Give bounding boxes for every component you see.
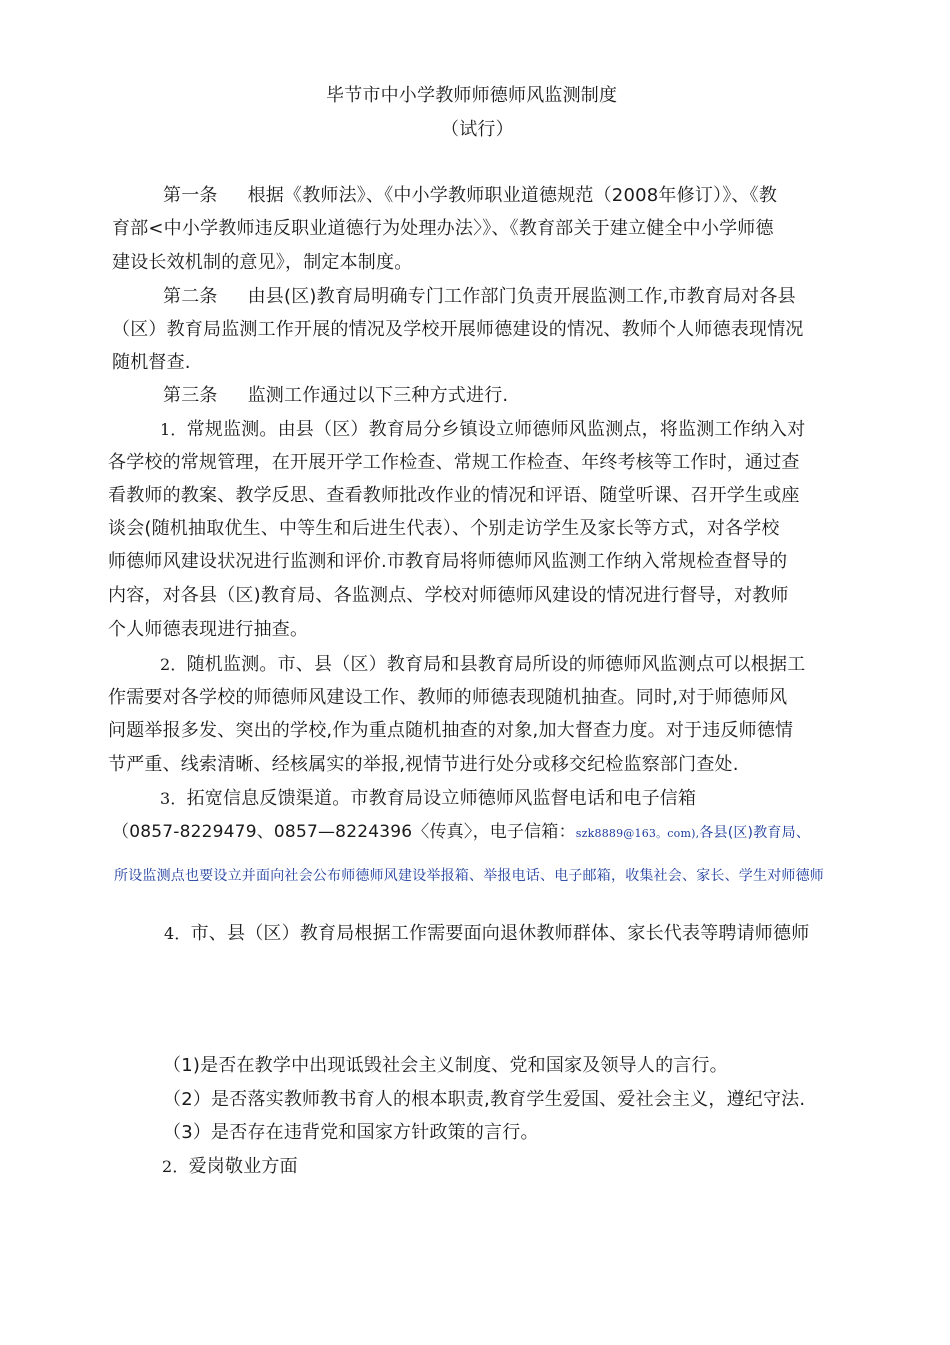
paragraph-1-line-1 xyxy=(160,418,805,442)
section-2-number: 2． xyxy=(162,1157,189,1176)
article-1-heading: 第一条 xyxy=(163,185,218,206)
hotline-text: （0857-8229479、0857—8224396〈传真〉，电子信箱： xyxy=(112,822,576,842)
article-2-heading: 第二条 xyxy=(163,286,218,307)
paragraph-1-text: 常规监测。由县（区）教育局分乡镇设立师德师风监测点，将监测工作纳入对 xyxy=(186,419,806,440)
paragraph-3-number: 3． xyxy=(160,789,187,808)
section-2-text: 爱岗敬业方面 xyxy=(188,1156,298,1177)
article-1-line-2: 育部<中小学教师违反职业道德行为处理办法〉》、《教育部关于建立健全中小学师德 xyxy=(112,218,774,239)
paragraph-4-text: 市、县（区）教育局根据工作需要面向退休教师群体、家长代表等聘请师德师 xyxy=(190,923,810,944)
paragraph-3-line-2 xyxy=(112,820,810,846)
item-3: （3）是否存在违背党和国家方针政策的言行。 xyxy=(163,1122,539,1143)
paragraph-2-number: 2． xyxy=(160,655,187,674)
paragraph-3-line-1 xyxy=(160,787,696,811)
paragraph-4-number: 4． xyxy=(164,924,191,943)
email-address: szk8889@163。com), xyxy=(575,827,700,840)
county-education-bureau: 各县(区)教育局、 xyxy=(699,825,811,841)
article-1-line-3: 建设长效机制的意见》，制定本制度。 xyxy=(112,252,413,273)
item-2: （2）是否落实教师教书育人的根本职责,教育学生爱国、爱社会主义，遵纪守法. xyxy=(163,1089,806,1110)
article-1-text: 根据《教师法》、《中小学教师职业道德规范（2008年修订）》、《教 xyxy=(247,185,778,206)
paragraph-2-line-1 xyxy=(160,653,805,677)
paragraph-3-line-3: 所设监测点也要设立并面向社会公布师德师风建设举报箱、举报电话、电子邮箱，收集社会、家长、学生对师德师 xyxy=(114,868,824,884)
section-2-heading xyxy=(162,1155,298,1179)
paragraph-2-line-3: 问题举报多发、突出的学校,作为重点随机抽查的对象,加大督查力度。对于违反师德情 xyxy=(108,720,794,741)
article-2-line-3: 随机督查. xyxy=(112,352,191,373)
paragraph-4-line-1 xyxy=(164,922,809,946)
paragraph-2-text: 随机监测。市、县（区）教育局和县教育局所设的师德师风监测点可以根据工 xyxy=(186,654,806,675)
paragraph-1-line-2: 各学校的常规管理，在开展开学工作检查、常规工作检查、年终考核等工作时，通过查 xyxy=(108,452,800,473)
article-3-line-1 xyxy=(163,384,508,408)
document-subtitle: （试行） xyxy=(441,119,514,140)
paragraph-1-line-6: 内容，对各县（区)教育局、各监测点、学校对师德师风建设的情况进行督导，对教师 xyxy=(108,585,789,606)
article-1-line-1 xyxy=(163,184,777,208)
article-3-heading: 第三条 xyxy=(163,385,218,406)
paragraph-3-text: 拓宽信息反馈渠道。市教育局设立师德师风监督电话和电子信箱 xyxy=(186,788,697,809)
article-2-line-1 xyxy=(163,285,796,309)
article-2-line-2: （区）教育局监测工作开展的情况及学校开展师德建设的情况、教师个人师德表现情况 xyxy=(112,319,804,340)
paragraph-1-number: 1． xyxy=(160,420,187,439)
paragraph-2-line-4: 节严重、线索清晰、经核属实的举报,视情节进行处分或移交纪检监察部门查处. xyxy=(108,754,739,775)
item-1: （1)是否在教学中出现诋毁社会主义制度、党和国家及领导人的言行。 xyxy=(163,1055,728,1076)
document-title: 毕节市中小学教师师德师风监测制度 xyxy=(326,85,618,106)
paragraph-1-line-5: 师德师风建设状况进行监测和评价.市教育局将师德师风监测工作纳入常规检查督导的 xyxy=(108,551,788,572)
paragraph-2-line-2: 作需要对各学校的师德师风建设工作、教师的师德表现随机抽查。同时,对于师德师风 xyxy=(108,687,788,708)
article-3-text: 监测工作通过以下三种方式进行. xyxy=(247,385,509,406)
article-2-text: 由县(区)教育局明确专门工作部门负责开展监测工作,市教育局对各县 xyxy=(247,286,796,307)
paragraph-1-line-4: 谈会(随机抽取优生、中等生和后进生代表）、个别走访学生及家长等方式，对各学校 xyxy=(108,518,780,539)
paragraph-1-line-3: 看教师的教案、教学反思、查看教师批改作业的情况和评语、随堂听课、召开学生或座 xyxy=(108,485,800,506)
paragraph-1-line-7: 个人师德表现进行抽查。 xyxy=(108,619,309,640)
